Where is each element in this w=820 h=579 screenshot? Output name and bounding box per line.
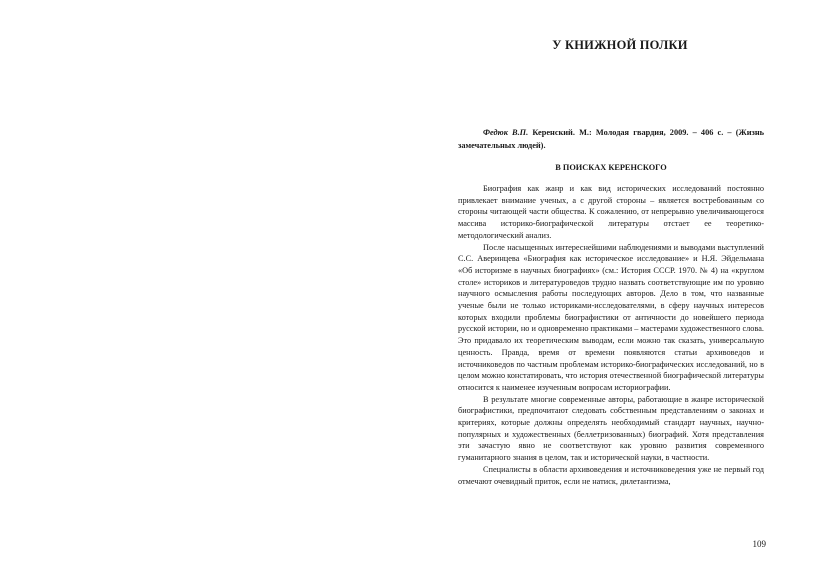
citation-author: Федюк В.П. [483,128,529,137]
citation-details: Керенский. М.: Молодая гвардия, 2009. – 406 с. – (Жизнь замечательных людей). [458,128,764,150]
paragraph: Специалисты в области архивоведения и источниковедения уже не первый год отмечают очевидный приток, если не натиск, дилетантизма, [458,464,764,486]
paragraph: Биография как жанр и как вид исторических исследований постоянно привлекает внимание ученых, а с другой стороны – является востребованным со стороны читающей части общества. К сожалению, от непрерывно увеличивающегося массива историко-биографической литературы отстает ее теоретико-методологический анализ. [458,184,764,240]
page-number: 109 [752,539,766,549]
article-body [458,183,764,487]
paragraph: В результате многие современные авторы, работающие в жанре исторической биографистики, предпочитают следовать собственным представлениям о законах и критериях, которые должны определять необходимый стандарт научных, научно-популярных и художественных (беллетризованных) биографий. Хотя представления эти зачастую явно не соответствуют как уровню развития современного гуманитарного знания в целом, так и исторической науки, в частности. [458,394,764,463]
article-title: В ПОИСКАХ КЕРЕНСКОГО [555,163,667,172]
book-citation [458,126,764,152]
section-title: У КНИЖНОЙ ПОЛКИ [552,38,688,52]
paragraph: После насыщенных интереснейшими наблюдениями и выводами выступлений С.С. Аверинцева «Биография как историческое исследование» и Н.Я. Эйдельмана «Об историзме в научных биографиях» (см.: История СССР. 1970. № 4) на «круглом столе» историков и литературоведов трудно назвать соответствующие им по уровню научного осмысления работы последующих авторов. Дело в том, что названные ученые были не только историками-исследователями, в сферу научных интересов которых входили проблемы биографистики от античности до новейшего периода русской истории, но и одновременно практиками – мастерами художественного слова. Это придавало их теоретическим выводам, если можно так сказать, универсальную ценность. Правда, время от времени появляются статьи архивоведов и источниковедов по частным проблемам историко-биографических исследований, но в целом можно констатировать, что история отечественной биографической литературы относится к наименее изученным вопросам историографии. [458,242,764,392]
